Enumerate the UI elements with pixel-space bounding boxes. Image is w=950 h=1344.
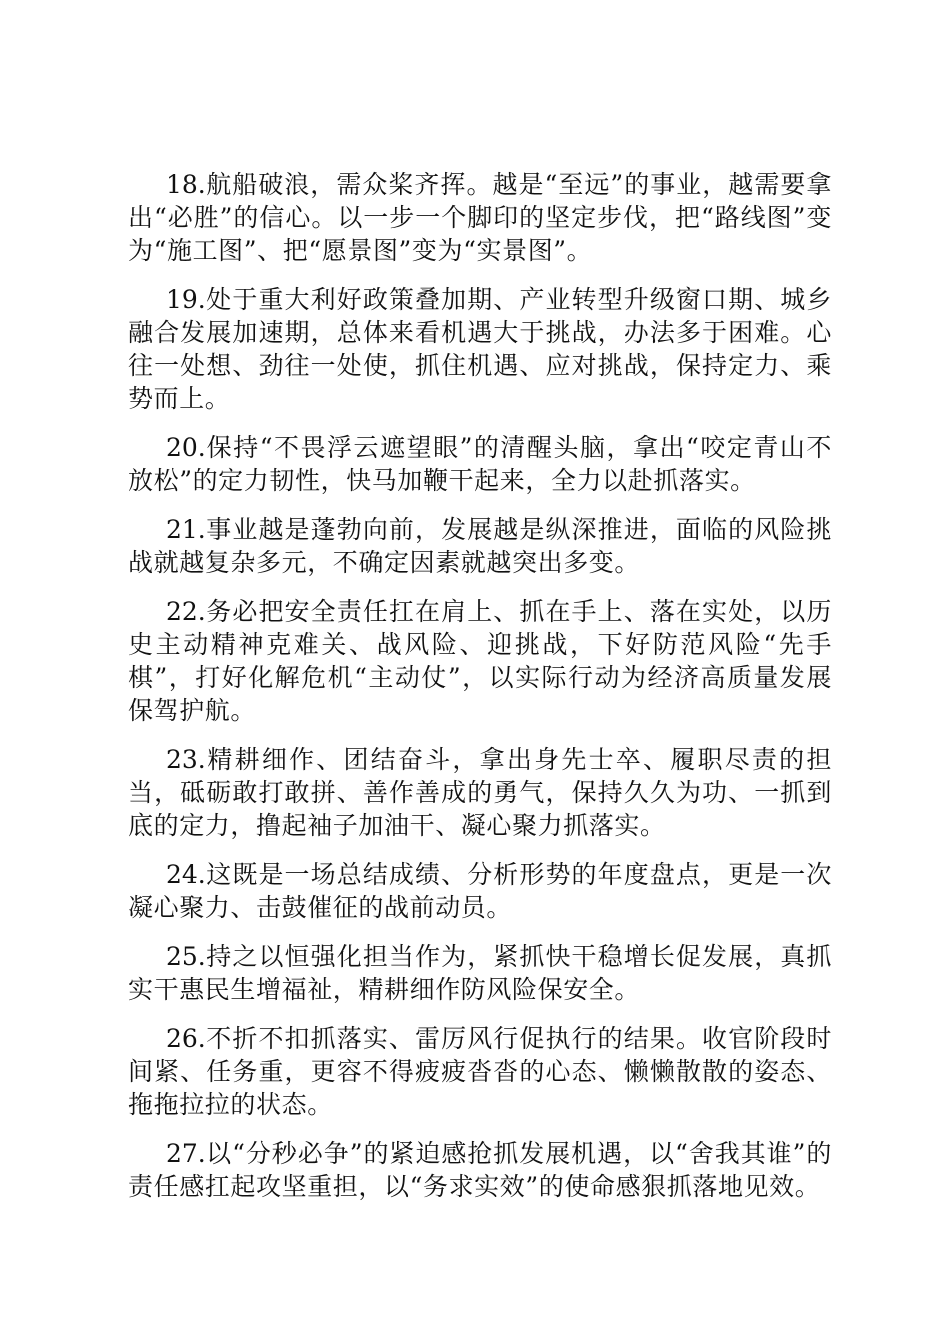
paragraph-19 [128, 283, 832, 415]
paragraph-26 [128, 1022, 832, 1121]
paragraph-21 [128, 513, 832, 579]
paragraph-number: 23. [166, 745, 206, 774]
paragraph-text: 事业越是蓬勃向前，发展越是纵深推进，面临的风险挑战就越复杂多元，不确定因素就越突出多变。 [128, 515, 832, 577]
paragraph-18 [128, 168, 832, 267]
paragraph-number: 26. [166, 1024, 206, 1053]
paragraph-number: 24. [166, 860, 206, 889]
paragraph-text: 保持“不畏浮云遮望眼”的清醒头脑，拿出“咬定青山不放松”的定力韧性，快马加鞭干起来，全力以赴抓落实。 [128, 433, 832, 495]
paragraph-25 [128, 940, 832, 1006]
paragraph-number: 25. [166, 942, 206, 971]
paragraph-text: 这既是一场总结成绩、分析形势的年度盘点，更是一次凝心聚力、击鼓催征的战前动员。 [128, 860, 832, 922]
paragraph-text: 不折不扣抓落实、雷厉风行促执行的结果。收官阶段时间紧、任务重，更容不得疲疲沓沓的心态、懒懒散散的姿态、拖拖拉拉的状态。 [128, 1024, 832, 1119]
paragraph-20 [128, 431, 832, 497]
paragraph-text: 处于重大利好政策叠加期、产业转型升级窗口期、城乡融合发展加速期，总体来看机遇大于挑战，办法多于困难。心往一处想、劲往一处使，抓住机遇、应对挑战，保持定力、乘势而上。 [128, 285, 832, 413]
paragraph-number: 22. [166, 597, 206, 626]
paragraph-text: 持之以恒强化担当作为，紧抓快干稳增长促发展，真抓实干惠民生增福祉，精耕细作防风险保安全。 [128, 942, 832, 1004]
paragraph-23 [128, 743, 832, 842]
paragraph-number: 21. [166, 515, 206, 544]
paragraph-number: 20. [166, 433, 206, 462]
paragraph-24 [128, 858, 832, 924]
paragraph-27 [128, 1137, 832, 1203]
paragraph-text: 航船破浪，需众桨齐挥。越是“至远”的事业，越需要拿出“必胜”的信心。以一步一个脚印的坚定步伐，把“路线图”变为“施工图”、把“愿景图”变为“实景图”。 [128, 170, 832, 265]
paragraph-text: 务必把安全责任扛在肩上、抓在手上、落在实处，以历史主动精神克难关、战风险、迎挑战，下好防范风险“先手棋”，打好化解危机“主动仗”，以实际行动为经济高质量发展保驾护航。 [128, 597, 832, 725]
paragraph-text: 精耕细作、团结奋斗，拿出身先士卒、履职尽责的担当，砥砺敢打敢拼、善作善成的勇气，保持久久为功、一抓到底的定力，撸起袖子加油干、凝心聚力抓落实。 [128, 745, 832, 840]
paragraph-22 [128, 595, 832, 727]
paragraph-number: 19. [166, 285, 206, 314]
paragraph-number: 18. [166, 170, 206, 199]
paragraph-number: 27. [166, 1139, 206, 1168]
paragraph-text: 以“分秒必争”的紧迫感抢抓发展机遇，以“舍我其谁”的责任感扛起攻坚重担，以“务求实效”的使命感狠抓落地见效。 [128, 1139, 832, 1201]
